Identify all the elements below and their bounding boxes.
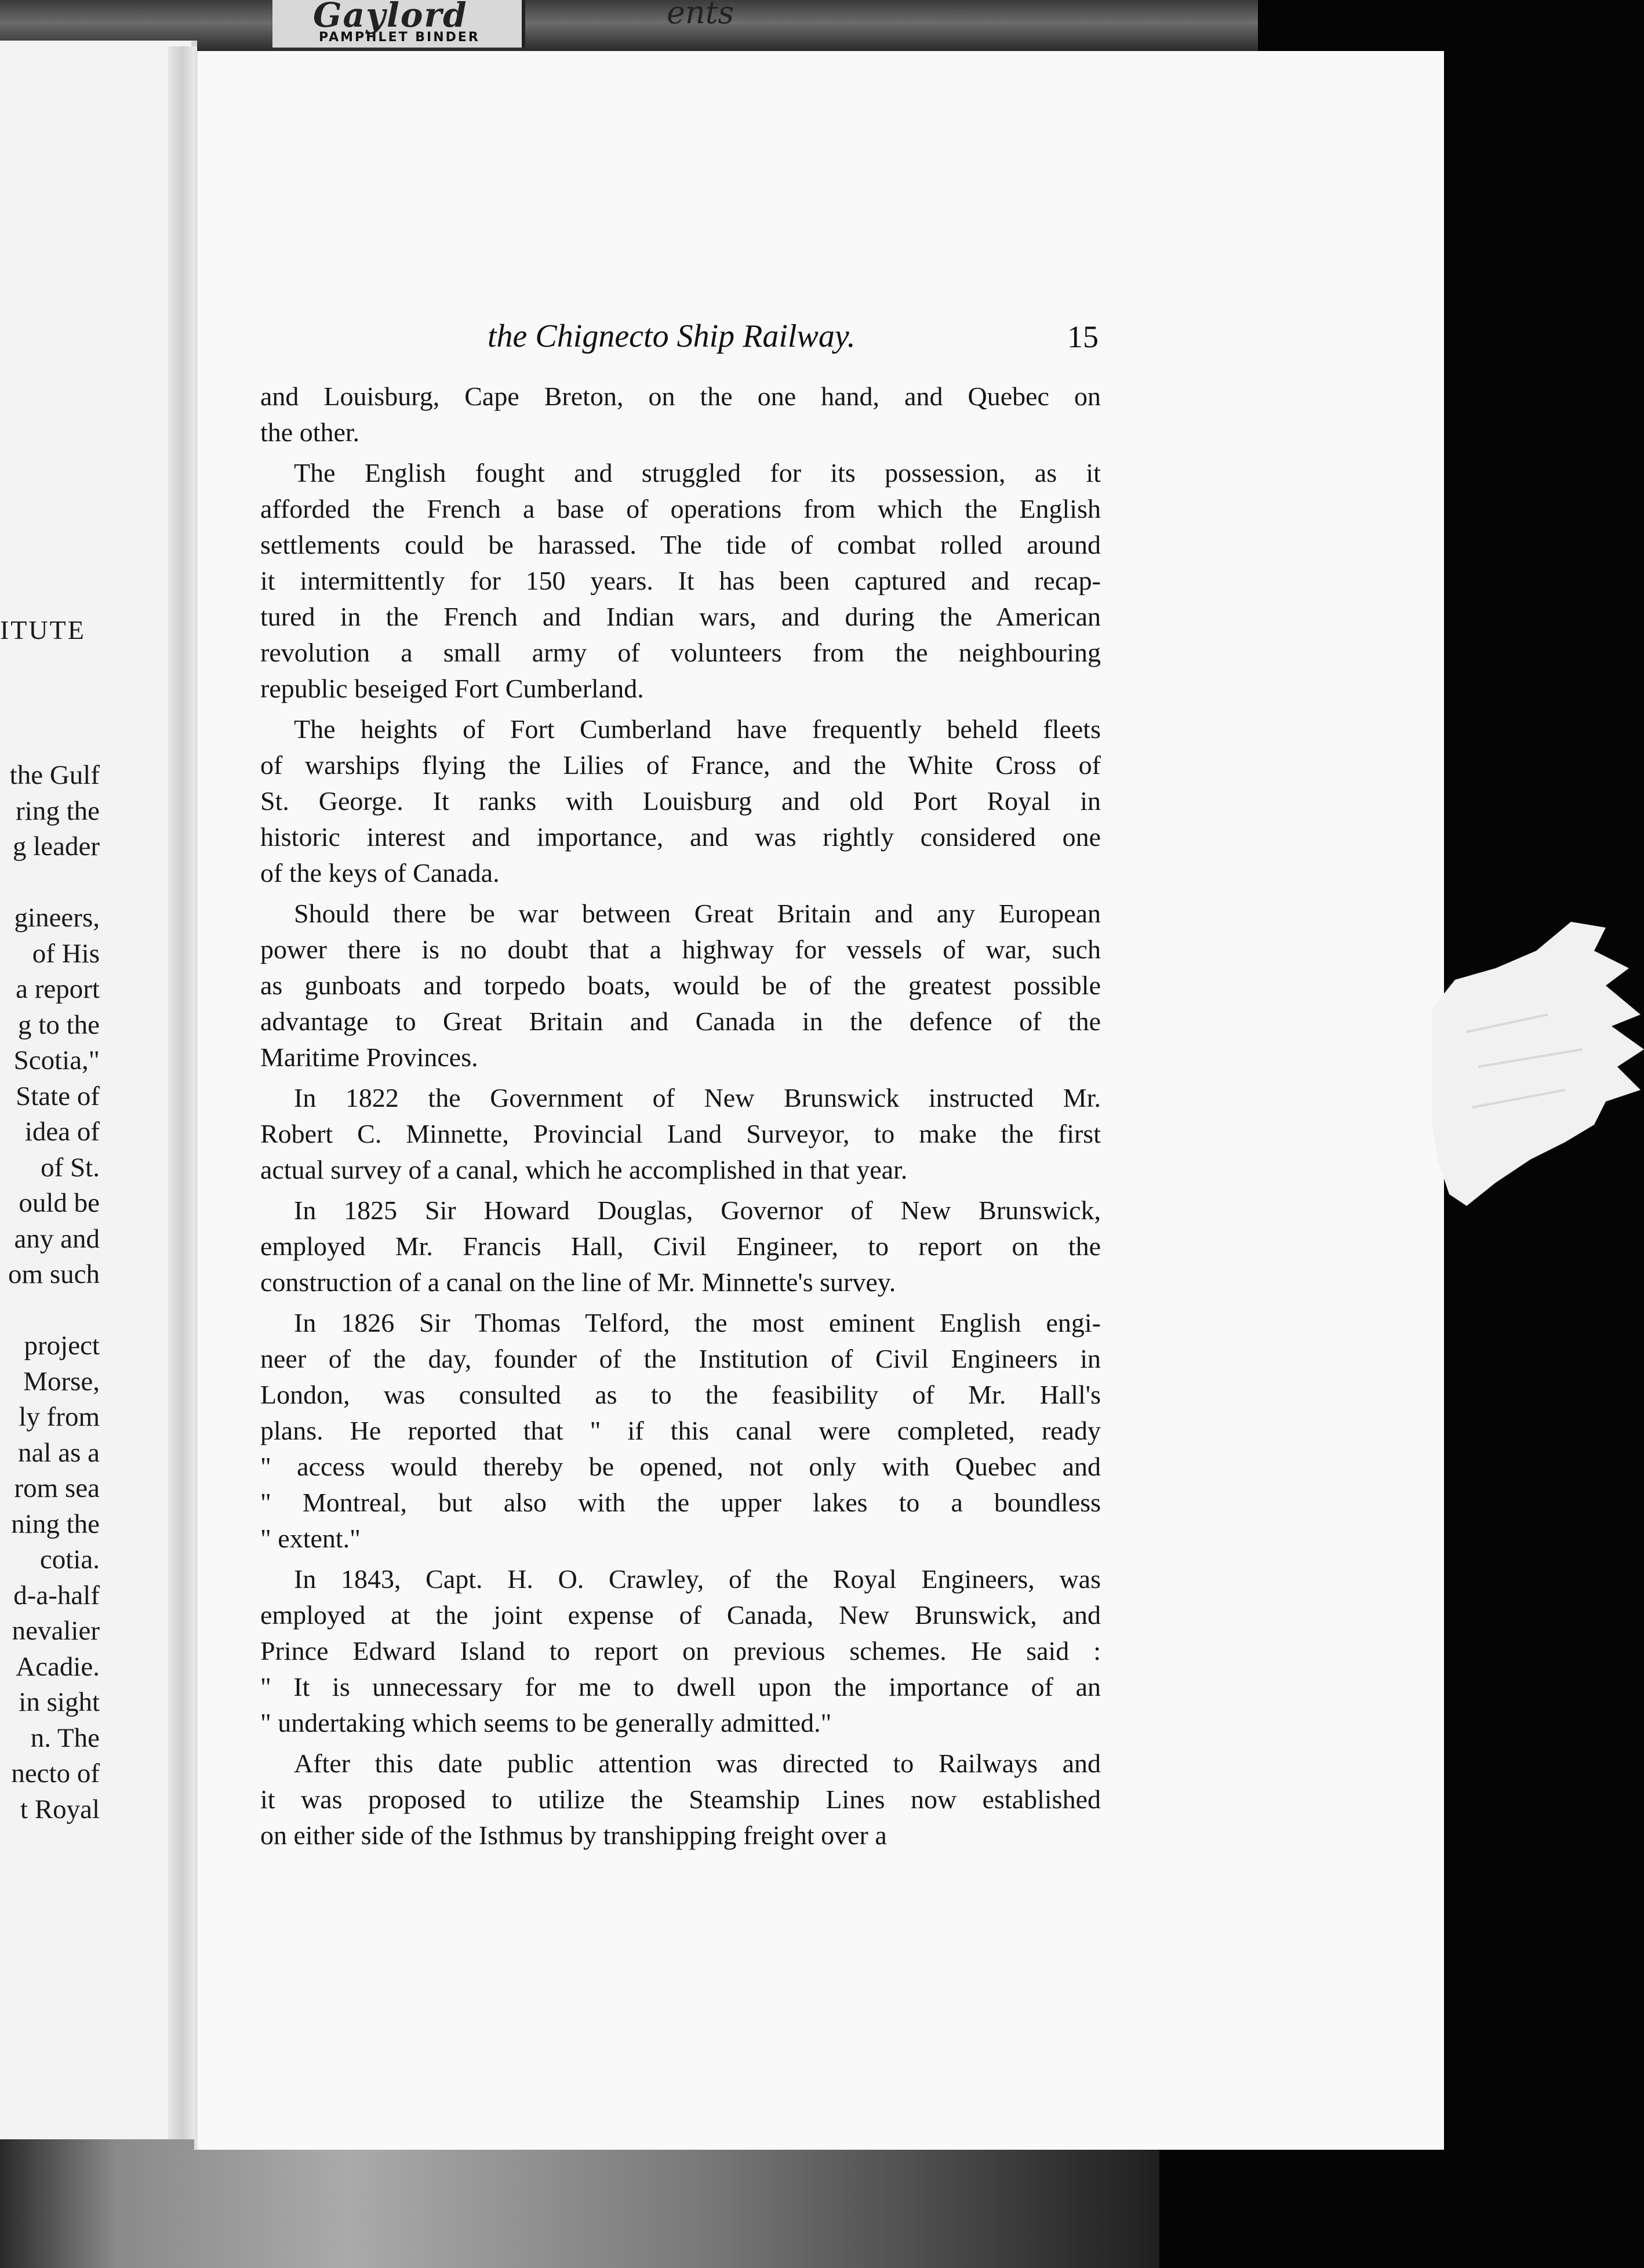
text-line: employed Mr. Francis Hall, Civil Engineer, to report on the (260, 1231, 1101, 1261)
text-line: The heights of Fort Cumberland have frequently beheld fleets (294, 714, 1101, 744)
text-line: Maritime Provinces. (260, 1042, 478, 1072)
text-line: Prince Edward Island to report on previous schemes. He said : (260, 1636, 1101, 1666)
facing-page-line: gineers, (14, 903, 100, 933)
page-header (198, 318, 1444, 370)
facing-page-line: nevalier (12, 1616, 100, 1646)
facing-page-line: n. The (30, 1722, 100, 1753)
handwritten-scrawl: ents (667, 0, 734, 31)
text-line: republic beseiged Fort Cumberland. (260, 674, 644, 703)
facing-page-line: Morse, (23, 1366, 100, 1397)
text-line: as gunboats and torpedo boats, would be of the greatest possible (260, 971, 1101, 1000)
facing-page-line: ring the (16, 795, 100, 826)
text-line: historic interest and importance, and was rightly considered one (260, 822, 1101, 852)
text-line: actual survey of a canal, which he accomplished in that year. (260, 1155, 908, 1184)
binder-brand: Gaylord (313, 0, 468, 35)
page-body (260, 379, 1101, 1858)
text-line: of the keys of Canada. (260, 858, 500, 888)
text-line: The English fought and struggled for its possession, as it (294, 458, 1101, 488)
paragraph (260, 1193, 1101, 1300)
text-line: In 1826 Sir Thomas Telford, the most eminent English engi- (294, 1308, 1101, 1337)
text-line: and Louisburg, Cape Breton, on the one hand, and Quebec on (260, 381, 1101, 411)
page-number: 15 (1067, 319, 1099, 354)
facing-page (0, 41, 197, 2232)
facing-page-line: of St. (41, 1152, 100, 1183)
facing-page-line: nal as a (18, 1437, 100, 1468)
paragraph (260, 896, 1101, 1075)
text-line: settlements could be harassed. The tide of combat rolled around (260, 530, 1101, 559)
paragraph (260, 455, 1101, 707)
facing-page-line: in sight (19, 1687, 100, 1717)
torn-paper-flap (1432, 916, 1644, 1206)
paragraph (260, 1080, 1101, 1188)
paragraph (260, 379, 1101, 450)
text-line: Should there be war between Great Britain and any European (294, 899, 1101, 928)
text-line: on either side of the Isthmus by transhipping freight over a (260, 1820, 887, 1850)
facing-page-line: of His (32, 938, 100, 969)
text-line: tured in the French and Indian wars, and during the American (260, 602, 1101, 631)
facing-page-line: a report (16, 974, 100, 1004)
facing-page-line: g to the (18, 1009, 100, 1040)
facing-page-line: necto of (11, 1758, 100, 1789)
text-line: " access would thereby be opened, not only with Quebec and (260, 1452, 1101, 1481)
facing-page-line: project (24, 1331, 100, 1361)
text-line: plans. He reported that " if this canal were completed, ready (260, 1416, 1101, 1445)
text-line: afforded the French a base of operations from which the English (260, 494, 1101, 524)
paragraph (260, 1561, 1101, 1741)
text-line: After this date public attention was directed to Railways and (294, 1749, 1101, 1778)
book-page (194, 51, 1444, 2150)
text-line: construction of a canal on the line of Mr. Minnette's survey. (260, 1267, 896, 1297)
text-line: In 1822 the Government of New Brunswick instructed Mr. (294, 1083, 1101, 1113)
text-line: revolution a small army of volunteers from the neighbouring (260, 638, 1101, 667)
paragraph (260, 711, 1101, 891)
facing-page-line: any and (14, 1223, 100, 1254)
facing-page-line: Scotia," (13, 1045, 100, 1075)
page-gutter (168, 46, 197, 2215)
facing-page-line: the Gulf (9, 760, 100, 790)
paragraph (260, 1746, 1101, 1853)
binder-subtitle: PAMPHLET BINDER (319, 30, 480, 45)
text-line: " extent." (260, 1524, 361, 1553)
text-line: In 1843, Capt. H. O. Crawley, of the Royal Engineers, was (294, 1564, 1101, 1594)
text-line: " Montreal, but also with the upper lakes to a boundless (260, 1488, 1101, 1517)
flap-shape (1432, 922, 1644, 1206)
facing-page-line: State of (16, 1081, 100, 1111)
facing-page-line: ould be (19, 1188, 100, 1218)
facing-page-line: ly from (19, 1402, 100, 1432)
facing-page-line: ning the (11, 1509, 100, 1539)
text-line: it intermittently for 150 years. It has been captured and recap- (260, 566, 1101, 595)
text-line: neer of the day, founder of the Institution of Civil Engineers in (260, 1344, 1101, 1373)
text-line: the other. (260, 417, 360, 447)
text-line: employed at the joint expense of Canada, New Brunswick, and (260, 1600, 1101, 1630)
facing-page-line: d-a-half (13, 1580, 100, 1611)
text-line: power there is no doubt that a highway for vessels of war, such (260, 935, 1101, 964)
text-line: advantage to Great Britain and Canada in the defence of the (260, 1006, 1101, 1036)
text-line: London, was consulted as to the feasibility of Mr. Hall's (260, 1380, 1101, 1409)
paragraph (260, 1305, 1101, 1557)
text-line: In 1825 Sir Howard Douglas, Governor of New Brunswick, (294, 1195, 1101, 1225)
facing-page-line: cotia. (39, 1544, 100, 1575)
text-line: " undertaking which seems to be generally admitted." (260, 1708, 832, 1738)
running-title: the Chignecto Ship Railway. (488, 318, 856, 354)
facing-page-heading: ITUTE (0, 615, 86, 645)
text-line: " It is unnecessary for me to dwell upon the importance of an (260, 1672, 1101, 1702)
facing-page-line: om such (8, 1259, 100, 1289)
binder-bottom-strip (0, 2139, 1159, 2268)
facing-page-line: rom sea (14, 1473, 100, 1503)
text-line: St. George. It ranks with Louisburg and old Port Royal in (260, 786, 1101, 816)
facing-page-line: g leader (12, 831, 100, 862)
text-line: it was proposed to utilize the Steamship Lines now established (260, 1784, 1101, 1814)
facing-page-line: idea of (24, 1117, 100, 1147)
binder-label (272, 0, 525, 48)
facing-page-line: Acadie. (16, 1651, 100, 1682)
text-line: Robert C. Minnette, Provincial Land Surveyor, to make the first (260, 1119, 1101, 1148)
text-line: of warships flying the Lilies of France, and the White Cross of (260, 750, 1101, 780)
facing-page-line: t Royal (20, 1794, 100, 1824)
